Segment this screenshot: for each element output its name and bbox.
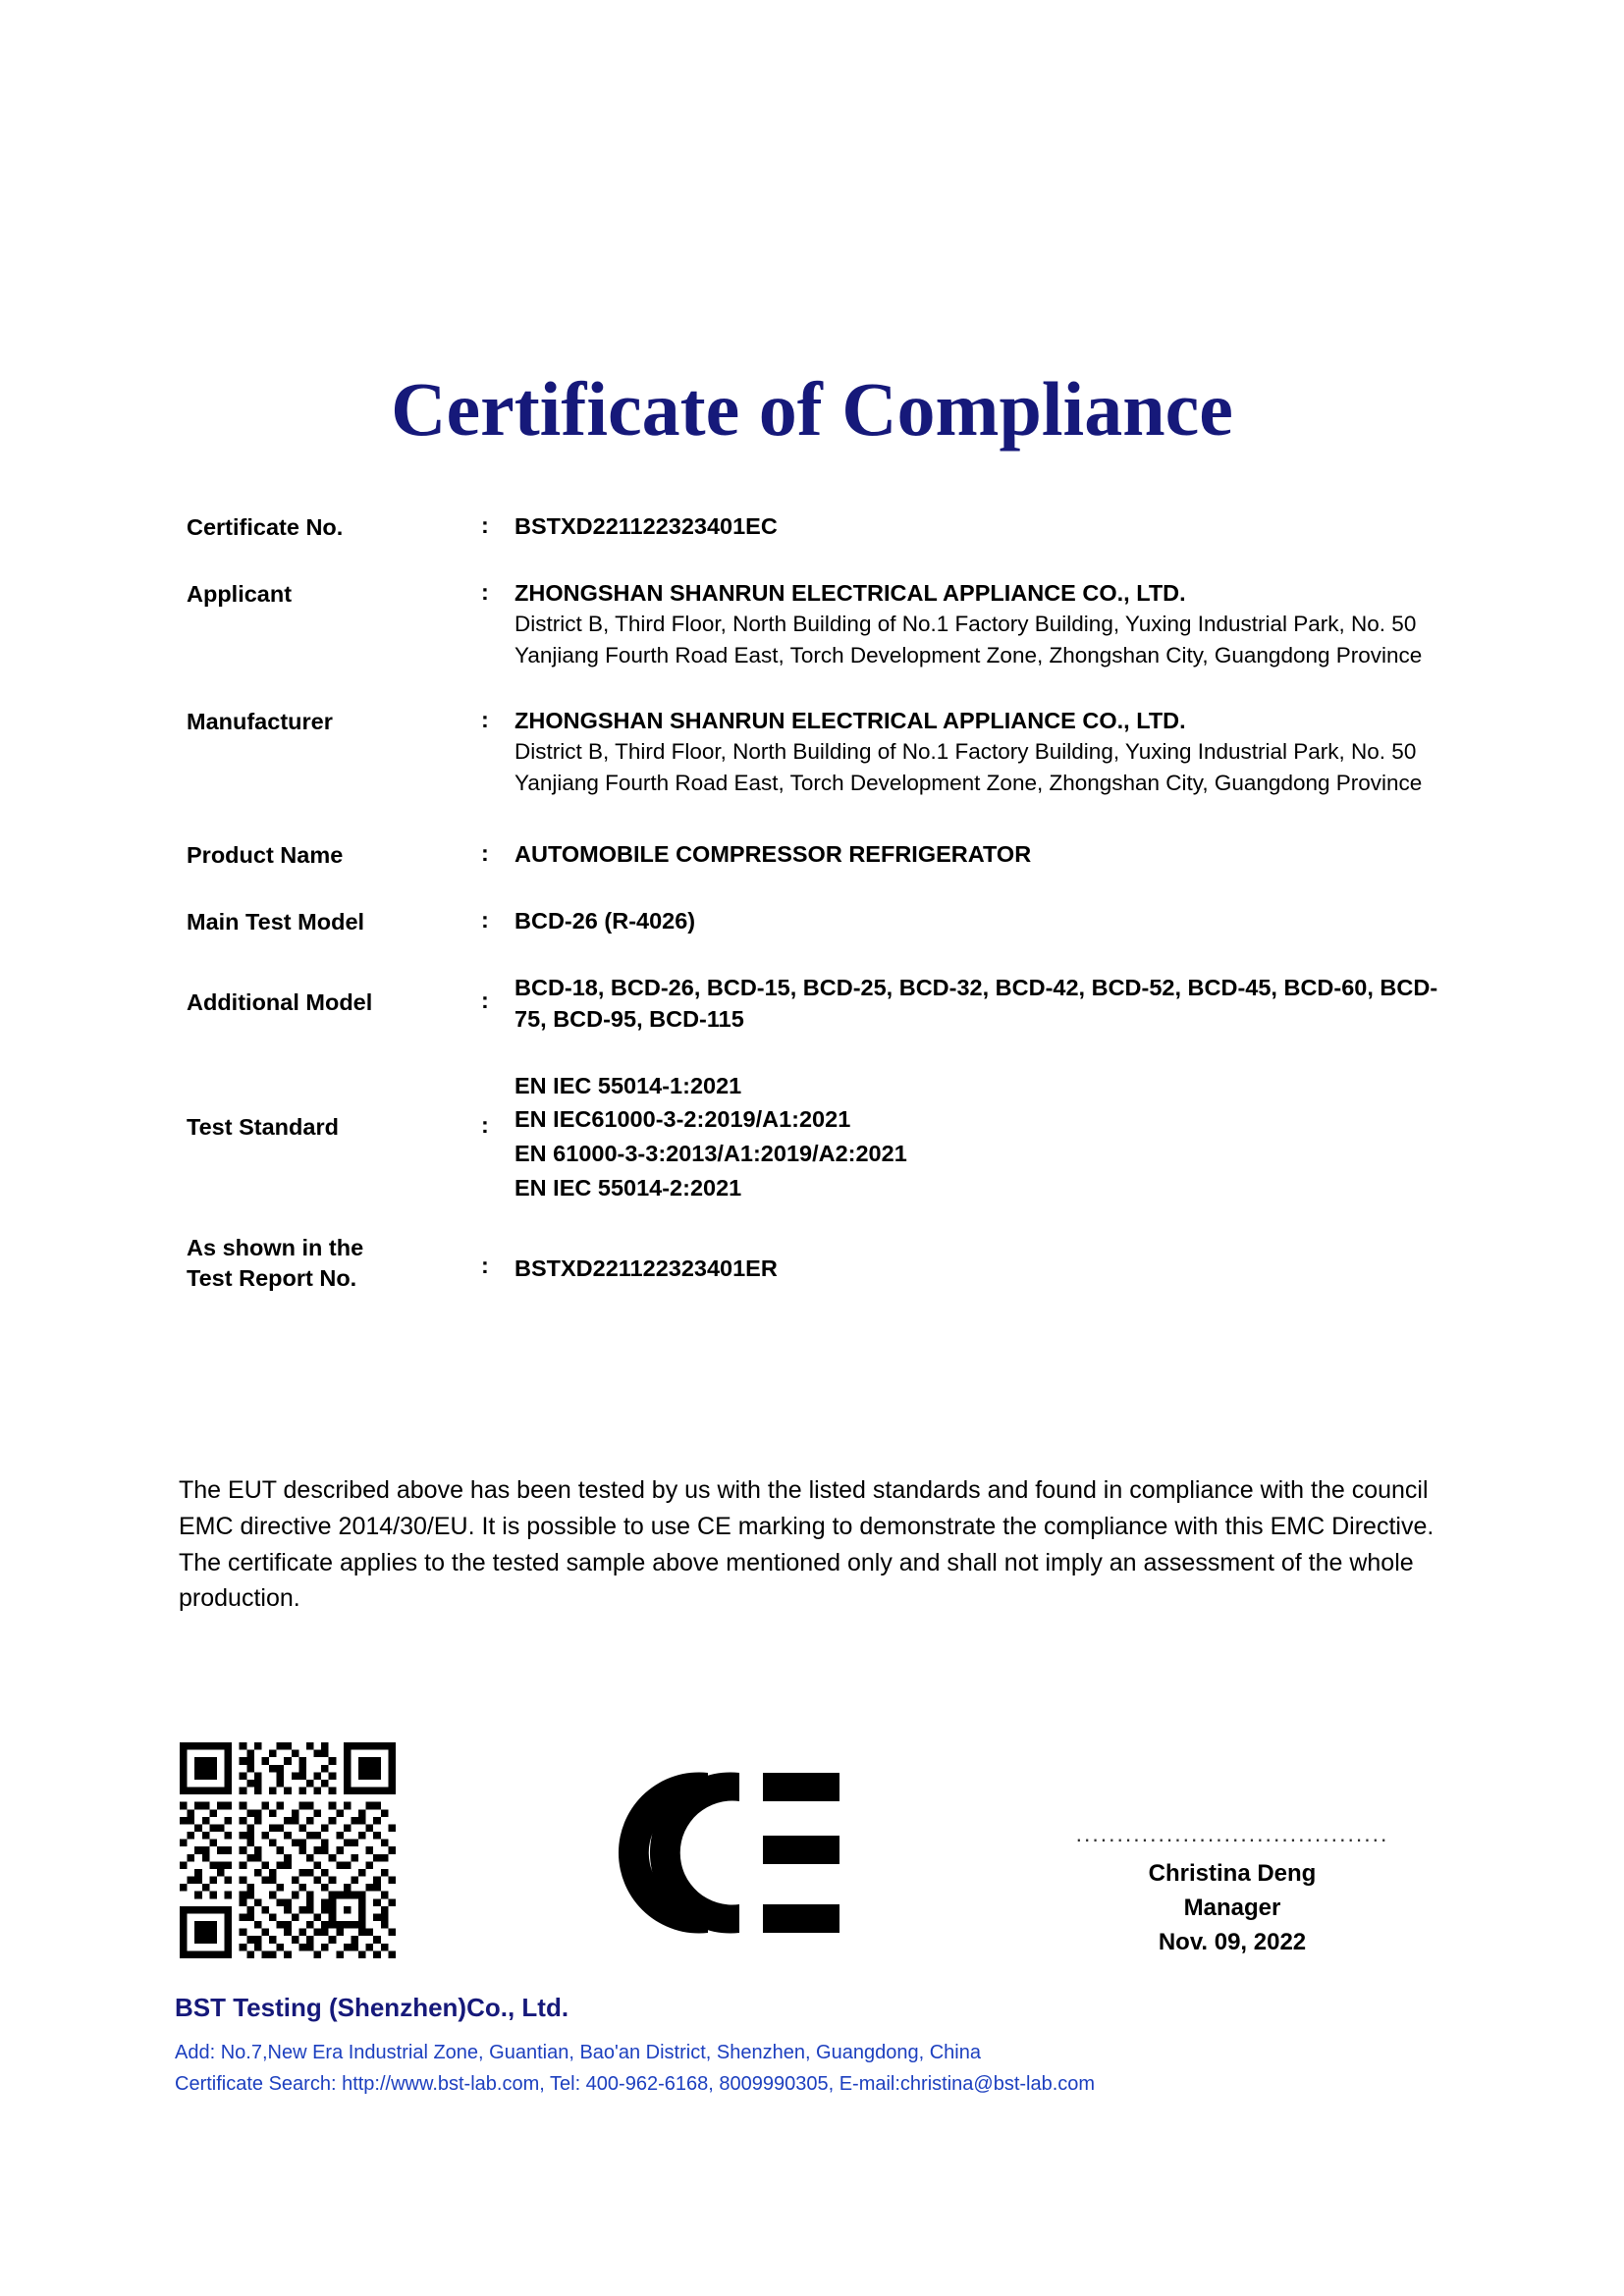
company-name: BST Testing (Shenzhen)Co., Ltd. (175, 1993, 569, 2022)
qr-code (180, 1742, 396, 1958)
signatory-name: Christina Deng (1148, 1860, 1317, 1887)
field-colon: : (481, 987, 489, 1013)
field-label: Product Name (187, 842, 344, 869)
field-colon: : (481, 1111, 489, 1138)
field-label: Additional Model (187, 988, 373, 1015)
page-title: Certificate of Compliance (391, 366, 1233, 452)
signatory-role: Manager (1183, 1894, 1281, 1921)
spacer (187, 872, 1453, 905)
field-colon: : (481, 512, 489, 538)
field-label-line1: As shown in the (187, 1234, 364, 1260)
test-standard-item: EN IEC 55014-1:2021 (514, 1072, 742, 1098)
compliance-statement (179, 1472, 1445, 1617)
field-label: Certificate No. (187, 514, 344, 540)
field-label-line2: Test Report No. (187, 1264, 357, 1291)
field-value (514, 905, 1453, 936)
applicant-address: District B, Third Floor, North Building of No.1 Factory Building, Yuxing Industrial Park, No. 50 Yanjiang Fourth Road East, Torch Development Zone, Zhongshan City, Guangdong Province (514, 612, 1423, 668)
field-label: Test Standard (187, 1113, 339, 1140)
signature-line: ...................................... (1075, 1821, 1389, 1846)
test-standard-item: EN IEC61000-3-2:2019/A1:2021 (514, 1106, 851, 1133)
field-value (514, 705, 1453, 799)
product-name-value: AUTOMOBILE COMPRESSOR REFRIGERATOR (514, 841, 1032, 868)
field-colon: : (481, 1252, 489, 1278)
company-contact: Certificate Search: http://www.bst-lab.com, Tel: 400-962-6168, 8009990305, E-mail:christina@bst-lab.com (175, 2073, 1096, 2095)
spacer (187, 1036, 1453, 1069)
qr-code-image (180, 1742, 396, 1958)
field-product-name (187, 838, 1453, 872)
field-test-standard (187, 1069, 1453, 1205)
field-test-report-no (187, 1231, 1453, 1294)
field-colon: : (481, 907, 489, 934)
field-label: Manufacturer (187, 709, 333, 735)
field-label: Applicant (187, 580, 293, 607)
field-value (514, 1231, 1453, 1284)
field-value (514, 510, 1453, 542)
spacer (187, 671, 1453, 705)
ce-mark-image (614, 1767, 869, 1939)
spacer (187, 1205, 1453, 1231)
field-applicant (187, 577, 1453, 671)
field-colon: : (481, 840, 489, 867)
test-standard-item: EN 61000-3-3:2013/A1:2019/A2:2021 (514, 1141, 907, 1167)
additional-model-value: BCD-18, BCD-26, BCD-15, BCD-25, BCD-32, BCD-42, BCD-52, BCD-45, BCD-60, BCD-75, BCD-95, BCD-115 (514, 974, 1438, 1033)
certificate-no-value: BSTXD221122323401EC (514, 513, 778, 539)
field-label: Main Test Model (187, 909, 365, 935)
test-standard-item: EN IEC 55014-2:2021 (514, 1174, 742, 1201)
manufacturer-address: District B, Third Floor, North Building of No.1 Factory Building, Yuxing Industrial Park, No. 50 Yanjiang Fourth Road East, Torch Development Zone, Zhongshan City, Guangdong Province (514, 739, 1423, 796)
field-value (514, 972, 1453, 1036)
field-colon: : (481, 707, 489, 733)
spacer (187, 544, 1453, 577)
spacer (187, 799, 1453, 838)
field-label (187, 1231, 481, 1294)
field-value (514, 577, 1453, 671)
field-colon: : (481, 578, 489, 605)
company-address: Add: No.7,New Era Industrial Zone, Guantian, Bao'an District, Shenzhen, Guangdong, China (175, 2042, 981, 2063)
statement-paragraph-1: The EUT described above has been tested by us with the listed standards and found in compliance with the council EMC directive 2014/30/EU. It is possible to use CE marking to demonstrate the compliance with this EMC Directive. (179, 1476, 1435, 1540)
field-certificate-no (187, 510, 1453, 544)
issue-date: Nov. 09, 2022 (1158, 1928, 1307, 1955)
field-manufacturer (187, 705, 1453, 799)
signature-block (1065, 1821, 1399, 1959)
certificate-fields (187, 510, 1453, 1294)
spacer (187, 938, 1453, 972)
footer-company-block (175, 1993, 1500, 2100)
field-additional-model (187, 972, 1453, 1036)
field-value (514, 1069, 1453, 1205)
test-report-no-value: BSTXD221122323401ER (514, 1255, 778, 1281)
field-main-test-model (187, 905, 1453, 938)
field-value (514, 838, 1453, 870)
applicant-name: ZHONGSHAN SHANRUN ELECTRICAL APPLIANCE CO., LTD. (514, 579, 1186, 606)
main-test-model-value: BCD-26 (R-4026) (514, 908, 696, 934)
ce-mark-icon (614, 1767, 869, 1939)
statement-paragraph-2: The certificate applies to the tested sample above mentioned only and shall not imply an assessment of the whole production. (179, 1548, 1414, 1613)
manufacturer-name: ZHONGSHAN SHANRUN ELECTRICAL APPLIANCE CO., LTD. (514, 708, 1186, 734)
